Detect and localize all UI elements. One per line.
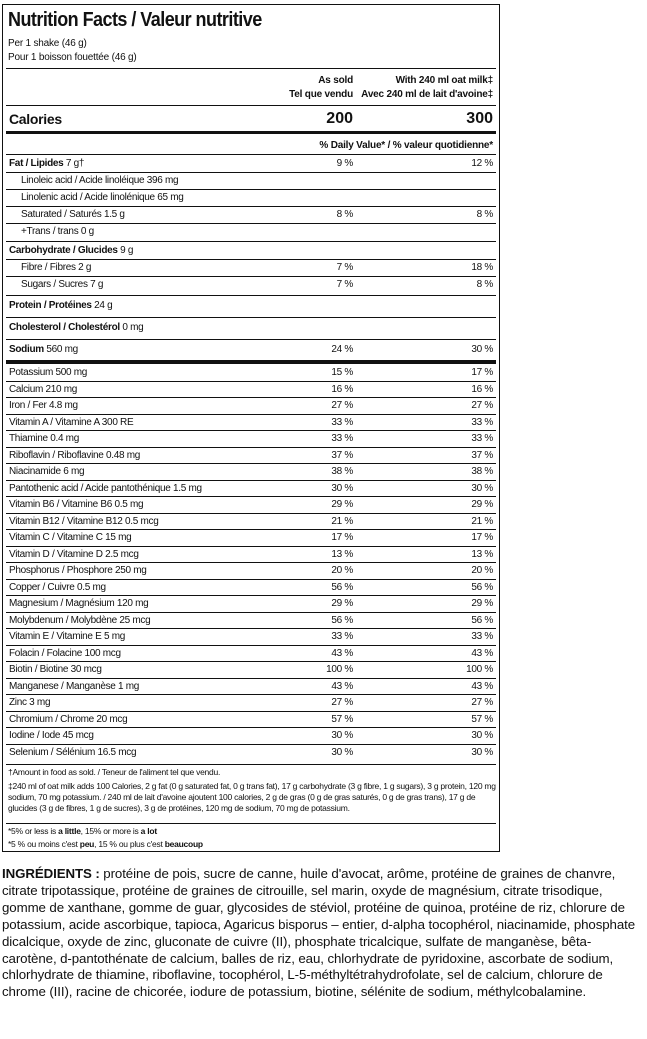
- nutrient-row: [3, 580, 499, 597]
- nutrient-label: Iron / Fer 4.8 mg: [9, 400, 78, 411]
- nutrient-dv-as-sold: 38 %: [331, 466, 353, 477]
- nutrient-dv-as-sold: 29 %: [331, 598, 353, 609]
- nutrient-dv-with-milk: 27 %: [471, 697, 493, 708]
- nutrient-dv-as-sold: 16 %: [331, 383, 353, 395]
- col1-header-en: As sold: [318, 75, 353, 86]
- nutrient-label: Riboflavin / Riboflavine 0.48 mg: [9, 449, 141, 461]
- footnote-as-sold: †Amount in food as sold. / Teneur de l'aliment tel que vendu.: [8, 767, 221, 777]
- nutrient-dv-as-sold: 56 %: [331, 614, 353, 626]
- nutrient-dv-as-sold: 8 %: [336, 209, 353, 220]
- nutrient-dv-with-milk: 100 %: [466, 664, 493, 675]
- nutrient-row: [3, 662, 499, 679]
- nutrient-dv-as-sold: 56 %: [331, 581, 353, 593]
- nutrient-dv-with-milk: 29 %: [471, 499, 493, 510]
- nutrient-row: [3, 530, 499, 547]
- col2-header-en: With 240 ml oat milk‡: [395, 75, 493, 86]
- nutrient-label: Linoleic acid / Acide linoléique 396 mg: [21, 175, 179, 186]
- ingredients-heading: INGRÉDIENTS :: [2, 866, 100, 881]
- nutrition-facts-panel: [2, 4, 500, 852]
- nutrient-dv-as-sold: 20 %: [331, 565, 353, 576]
- nutrient-label: Sugars / Sucres 7 g: [21, 279, 104, 290]
- nutrient-row: [3, 728, 499, 745]
- nutrient-label: Iodine / Iode 45 mcg: [9, 730, 94, 741]
- nutrient-row: [3, 547, 499, 564]
- nutrient-dv-with-milk: 30 %: [471, 482, 493, 494]
- nutrient-row: [3, 464, 499, 481]
- nutrient-dv-as-sold: 57 %: [331, 713, 353, 725]
- nutrient-row: [3, 679, 499, 696]
- nutrient-dv-as-sold: 43 %: [331, 680, 353, 692]
- nutrient-dv-as-sold: 17 %: [331, 532, 353, 543]
- nutrient-row: [3, 596, 499, 613]
- fat-label: Fat / Lipides: [9, 158, 64, 169]
- sodium-dv-as-sold: 24 %: [331, 344, 353, 355]
- nutrient-label: Phosphorus / Phosphore 250 mg: [9, 565, 147, 576]
- nutrient-dv-with-milk: 21 %: [471, 515, 493, 527]
- nutrient-row: [3, 481, 499, 498]
- protein-label: Protein / Protéines: [9, 300, 92, 311]
- linolenic-row: [3, 189, 499, 207]
- thick-divider: [6, 131, 496, 134]
- nutrient-dv-with-milk: 20 %: [471, 565, 493, 576]
- fat-amount: 7 g†: [63, 158, 85, 169]
- nutrient-label: Saturated / Saturés 1.5 g: [21, 209, 125, 220]
- cholesterol-amount: 0 mg: [119, 322, 144, 333]
- nutrient-row: [3, 695, 499, 712]
- nutrient-label: Chromium / Chrome 20 mcg: [9, 713, 128, 725]
- linoleic-row: [3, 172, 499, 190]
- nutrient-dv-with-milk: 8 %: [476, 279, 493, 290]
- nutrient-dv-with-milk: 16 %: [471, 383, 493, 395]
- nutrient-dv-with-milk: 37 %: [471, 449, 493, 461]
- nutrient-dv-as-sold: 30 %: [331, 746, 353, 758]
- calories-value-with-milk: 300: [466, 110, 493, 127]
- col1-header-fr: Tel que vendu: [289, 89, 353, 100]
- ingredients-text: protéine de pois, sucre de canne, huile d'avocat, arôme, protéine de graines de chanvre, citrate tripotassique, protéine de graines de citrouille, sel marin, oxyde de magnésium, citrate trisodique, gomme de xanthane, gomme de guar, glycosides de stéviol, protéine de quinoa, protéine de riz, chlorure de potassium, acide ascorbique, tapioca, Agaricus bisporus – entier, d-alpha tocophérol, niacinamide, phosphate dicalcique, oxyde de zinc, gluconate de cuivre (II), phosphate tricalcique, sulfate de manganèse, bêta-carotène, d-pantothénate de calcium, balles de riz, eau, chlorhydrate de pyridoxine, ascorbate de sodium, chlorhydrate de thiamine, riboflavine, tocophérol, L-5-méthyltétrahydrofolate, sel de calcium, chlorure de chrome (III), racine de chicorée, iodure de potassium, biotine, sélénite de sodium, méthylcobalamine.: [2, 866, 636, 1000]
- thick-divider: [6, 360, 496, 364]
- nutrient-dv-as-sold: 33 %: [331, 416, 353, 428]
- nutrient-dv-as-sold: 21 %: [331, 515, 353, 527]
- divider: [6, 823, 496, 824]
- nutrient-dv-with-milk: 43 %: [471, 647, 493, 659]
- nutrient-label: Manganese / Manganèse 1 mg: [9, 680, 140, 692]
- carb-label: Carbohydrate / Glucides: [9, 245, 118, 256]
- nutrient-dv-with-milk: 29 %: [471, 598, 493, 609]
- cholesterol-row: [3, 319, 499, 337]
- fibre-row: [3, 259, 499, 277]
- sugars-row: [3, 276, 499, 294]
- col2-header-fr: Avec 240 ml de lait d'avoine‡: [361, 89, 493, 100]
- nutrient-label: Vitamin D / Vitamine D 2.5 mcg: [9, 548, 139, 560]
- nutrient-dv-with-milk: 18 %: [471, 262, 493, 273]
- nutrient-dv-as-sold: 27 %: [331, 697, 353, 708]
- nutrient-dv-with-milk: 56 %: [471, 581, 493, 593]
- nutrient-label: Niacinamide 6 mg: [9, 466, 85, 477]
- nutrient-dv-as-sold: 27 %: [331, 400, 353, 411]
- nutrient-label: Calcium 210 mg: [9, 383, 78, 395]
- sodium-amount: 560 mg: [43, 344, 78, 355]
- saturated-row: [3, 206, 499, 224]
- nutrient-dv-as-sold: 7 %: [336, 279, 353, 290]
- panel-title: Nutrition Facts / Valeur nutritive: [8, 9, 262, 31]
- divider: [6, 68, 496, 69]
- nutrient-dv-with-milk: 33 %: [471, 631, 493, 642]
- nutrient-row: [3, 431, 499, 448]
- nutrient-dv-with-milk: 56 %: [471, 614, 493, 626]
- nutrient-dv-with-milk: 30 %: [471, 730, 493, 741]
- nutrient-label: Copper / Cuivre 0.5 mg: [9, 581, 106, 593]
- divider: [6, 295, 496, 296]
- nutrient-label: Molybdenum / Molybdène 25 mcg: [9, 614, 151, 626]
- protein-row: [3, 297, 499, 315]
- nutrient-label: Thiamine 0.4 mg: [9, 433, 79, 444]
- serving-size-fr: Pour 1 boisson fouettée (46 g): [8, 52, 137, 63]
- nutrient-dv-with-milk: 33 %: [471, 433, 493, 444]
- nutrient-row: [3, 629, 499, 646]
- calories-value-as-sold: 200: [326, 110, 353, 127]
- nutrient-row: [3, 448, 499, 465]
- nutrient-row: [3, 415, 499, 432]
- nutrient-dv-as-sold: 33 %: [331, 631, 353, 642]
- nutrient-row: [3, 745, 499, 762]
- nutrient-dv-as-sold: 29 %: [331, 499, 353, 510]
- nutrient-dv-as-sold: 37 %: [331, 449, 353, 461]
- ingredients-paragraph: [2, 866, 644, 1001]
- fat-row: [3, 155, 499, 173]
- carb-row: [3, 242, 499, 260]
- nutrient-dv-with-milk: 8 %: [476, 209, 493, 220]
- nutrient-row: [3, 646, 499, 663]
- divider: [6, 317, 496, 318]
- nutrient-row: [3, 712, 499, 729]
- nutrient-label: Magnesium / Magnésium 120 mg: [9, 598, 149, 609]
- nutrient-dv-as-sold: 13 %: [331, 548, 353, 560]
- nutrient-row: [3, 398, 499, 415]
- nutrient-dv-as-sold: 100 %: [326, 664, 353, 675]
- footnote-oat-milk: ‡240 ml of oat milk adds 100 Calories, 2 g fat (0 g saturated fat, 0 g trans fat), 17 g carbohydrate (3 g fibre, 1 g sugars), 3 g protein, 120 mg sodium, 70 mg potassium. / 240 ml de lait d'avoine ajoutent 100 calories, 2 g de gras (0 g de gras saturés, 0 g de gras trans), 17 g de glucides (3 g de fibres, 1 g de sucres), 3 g de protéines, 120 mg de sodium, 70 mg de potassium.: [8, 781, 496, 813]
- divider: [6, 339, 496, 340]
- divider: [6, 105, 496, 106]
- nutrient-dv-as-sold: 30 %: [331, 482, 353, 494]
- nutrient-label: Vitamin C / Vitamine C 15 mg: [9, 532, 132, 543]
- nutrient-label: Vitamin B6 / Vitamine B6 0.5 mg: [9, 499, 144, 510]
- nutrient-label: Vitamin E / Vitamine E 5 mg: [9, 631, 126, 642]
- nutrient-dv-with-milk: 13 %: [471, 548, 493, 560]
- footnote-daily-value-fr: *5 % ou moins c'est peu, 15 % ou plus c'est beaucoup: [8, 839, 203, 849]
- serving-size-en: Per 1 shake (46 g): [8, 38, 87, 49]
- cholesterol-label: Cholesterol / Cholestérol: [9, 322, 120, 333]
- footnote-daily-value-en: *5% or less is a little, 15% or more is a lot: [8, 826, 157, 836]
- calories-label: Calories: [9, 111, 62, 127]
- nutrient-dv-as-sold: 30 %: [331, 730, 353, 741]
- nutrient-dv-with-milk: 38 %: [471, 466, 493, 477]
- sodium-dv-with-milk: 30 %: [471, 344, 493, 355]
- nutrient-row: [3, 382, 499, 399]
- nutrient-label: Fibre / Fibres 2 g: [21, 262, 92, 273]
- nutrient-row: [3, 514, 499, 531]
- nutrient-label: Folacin / Folacine 100 mcg: [9, 647, 121, 659]
- nutrient-row: [3, 365, 499, 382]
- nutrient-label: Selenium / Sélénium 16.5 mcg: [9, 746, 137, 758]
- sodium-label: Sodium: [9, 344, 44, 355]
- nutrient-row: [3, 613, 499, 630]
- nutrient-dv-with-milk: 43 %: [471, 680, 493, 692]
- nutrient-label: Pantothenic acid / Acide pantothénique 1.5 mg: [9, 482, 202, 494]
- divider: [6, 764, 496, 765]
- nutrient-label: Vitamin B12 / Vitamine B12 0.5 mcg: [9, 515, 159, 527]
- nutrient-dv-with-milk: 57 %: [471, 713, 493, 725]
- protein-amount: 24 g: [91, 300, 113, 311]
- nutrient-dv-with-milk: 17 %: [471, 532, 493, 543]
- nutrient-dv-as-sold: 43 %: [331, 647, 353, 659]
- nutrient-dv-as-sold: 7 %: [336, 262, 353, 273]
- nutrient-dv-as-sold: 15 %: [331, 367, 353, 378]
- nutrient-row: [3, 497, 499, 514]
- nutrient-dv-with-milk: 30 %: [471, 746, 493, 758]
- nutrient-label: Vitamin A / Vitamine A 300 RE: [9, 416, 134, 428]
- fat-dv-with-milk: 12 %: [471, 158, 493, 169]
- nutrient-dv-with-milk: 27 %: [471, 400, 493, 411]
- nutrient-dv-with-milk: 17 %: [471, 367, 493, 378]
- nutrient-label: Potassium 500 mg: [9, 367, 88, 378]
- nutrient-label: Linolenic acid / Acide linolénique 65 mg: [21, 192, 184, 203]
- nutrient-label: +Trans / trans 0 g: [21, 226, 94, 237]
- nutrient-dv-with-milk: 33 %: [471, 416, 493, 428]
- trans-row: [3, 223, 499, 241]
- carb-amount: 9 g: [117, 245, 134, 256]
- nutrient-dv-as-sold: 33 %: [331, 433, 353, 444]
- nutrient-label: Biotin / Biotine 30 mcg: [9, 664, 102, 675]
- nutrient-label: Zinc 3 mg: [9, 697, 51, 708]
- nutrient-row: [3, 563, 499, 580]
- fat-dv-as-sold: 9 %: [336, 158, 353, 169]
- sodium-row: [3, 341, 499, 359]
- daily-value-header: % Daily Value* / % valeur quotidienne*: [319, 140, 493, 151]
